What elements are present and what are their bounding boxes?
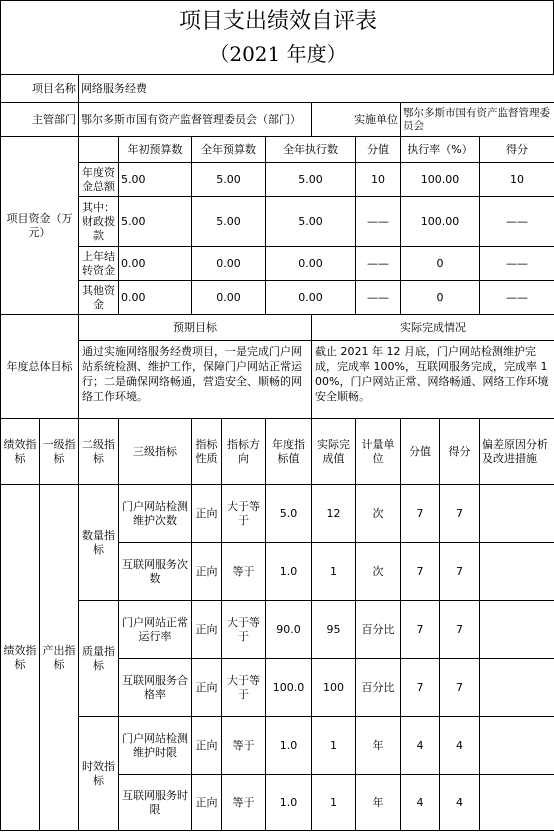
indicator-group: 质量指标 [79, 601, 119, 717]
indicator-target: 1.0 [266, 775, 312, 831]
indicator-header: 分值 [401, 419, 440, 485]
indicator-nature: 正向 [192, 543, 222, 601]
funds-cell: 0 [401, 281, 480, 315]
indicator-name: 门户网站检测维护时限 [119, 717, 192, 775]
funds-cell: 10 [480, 163, 554, 197]
funds-label: 项目资金（万元） [1, 137, 79, 315]
title-block [0, 0, 554, 74]
indicator-header: 一级指标 [40, 419, 79, 485]
indicator-target: 100.0 [266, 659, 312, 717]
funds-cell: 100.00 [401, 197, 480, 247]
indicator-unit: 次 [356, 543, 401, 601]
funds-cell: 0.00 [119, 281, 192, 315]
funds-cell: 0.00 [266, 281, 356, 315]
indicator-target: 1.0 [266, 717, 312, 775]
indicator-direction: 大于等于 [222, 485, 266, 543]
indicator-deviation [480, 601, 554, 659]
indicator-got: 7 [440, 543, 480, 601]
project-row [1, 75, 554, 103]
funds-cell: —— [480, 247, 554, 281]
indicator-score: 7 [401, 485, 440, 543]
goal-label: 年度总体目标 [1, 315, 79, 419]
indicator-nature: 正向 [192, 659, 222, 717]
indicator-got: 4 [440, 717, 480, 775]
indicator-direction: 等于 [222, 775, 266, 831]
indicator-score: 4 [401, 775, 440, 831]
funds-header-row [1, 137, 554, 163]
funds-row-name: 其中：财政拨款 [79, 197, 119, 247]
funds-header: 分值 [356, 137, 401, 163]
indicator-target: 5.0 [266, 485, 312, 543]
indicator-header-row [1, 419, 554, 485]
indicator-header: 计量单位 [356, 419, 401, 485]
goal-expected-header: 预期目标 [79, 315, 312, 341]
goal-header-row [1, 315, 554, 341]
indicator-deviation [480, 717, 554, 775]
indicator-actual: 95 [312, 601, 356, 659]
indicator-level0: 绩效指标 [1, 485, 40, 831]
funds-cell: —— [356, 247, 401, 281]
indicator-actual: 12 [312, 485, 356, 543]
indicator-score: 7 [401, 543, 440, 601]
funds-cell: —— [356, 197, 401, 247]
goal-actual-text: 截止 2021 年 12 月底，门户网站检测维护完成，完成率 100%，互联网服务完成，完成率 100%，门户网站正常、网络畅通、网络工作环境安全顺畅。 [312, 341, 554, 419]
funds-row [1, 247, 554, 281]
indicator-got: 4 [440, 775, 480, 831]
evaluation-table [0, 74, 554, 831]
indicator-unit: 百分比 [356, 601, 401, 659]
funds-cell: —— [356, 281, 401, 315]
dept-label: 主管部门 [1, 103, 79, 137]
page-subtitle: （2021 年度） [209, 42, 347, 66]
dept-name: 鄂尔多斯市国有资产监督管理委员会（部门） [79, 103, 312, 137]
indicator-unit: 百分比 [356, 659, 401, 717]
indicator-got: 7 [440, 659, 480, 717]
indicator-score: 4 [401, 717, 440, 775]
funds-header: 年初预算数 [119, 137, 192, 163]
funds-row [1, 197, 554, 247]
funds-cell: 10 [356, 163, 401, 197]
funds-row-name: 年度资金总额 [79, 163, 119, 197]
funds-row [1, 163, 554, 197]
funds-header: 全年执行数 [266, 137, 356, 163]
indicator-header: 实际完成值 [312, 419, 356, 485]
indicator-header: 绩效指标 [1, 419, 40, 485]
indicator-header: 三级指标 [119, 419, 192, 485]
funds-cell: 5.00 [266, 163, 356, 197]
funds-cell: 5.00 [119, 163, 192, 197]
indicator-deviation [480, 659, 554, 717]
funds-cell: 0.00 [119, 247, 192, 281]
indicator-score: 7 [401, 659, 440, 717]
indicator-nature: 正向 [192, 485, 222, 543]
page-title: 项目支出绩效自评表 [178, 9, 377, 34]
indicator-name: 互联网服务合格率 [119, 659, 192, 717]
indicator-deviation [480, 485, 554, 543]
goal-actual-header: 实际完成情况 [312, 315, 554, 341]
indicator-row [1, 717, 554, 775]
funds-row [1, 281, 554, 315]
funds-cell: 0.00 [192, 247, 266, 281]
funds-cell: 0.00 [266, 247, 356, 281]
indicator-header: 年度指标值 [266, 419, 312, 485]
funds-cell: —— [480, 281, 554, 315]
funds-cell: 5.00 [119, 197, 192, 247]
funds-cell: 0.00 [192, 281, 266, 315]
indicator-name: 门户网站正常运行率 [119, 601, 192, 659]
indicator-group: 时效指标 [79, 717, 119, 831]
indicator-target: 90.0 [266, 601, 312, 659]
indicator-row [1, 485, 554, 543]
indicator-header: 二级指标 [79, 419, 119, 485]
project-label: 项目名称 [1, 75, 79, 103]
indicator-header: 得分 [440, 419, 480, 485]
department-row [1, 103, 554, 137]
indicator-actual: 1 [312, 775, 356, 831]
indicator-score: 7 [401, 601, 440, 659]
goal-content-row [1, 341, 554, 419]
indicator-name: 门户网站检测维护次数 [119, 485, 192, 543]
indicator-got: 7 [440, 485, 480, 543]
funds-cell: 5.00 [266, 197, 356, 247]
indicator-header: 指标方向 [222, 419, 266, 485]
indicator-header: 指标性质 [192, 419, 222, 485]
project-name: 网络服务经费 [79, 75, 554, 103]
funds-cell: 5.00 [192, 197, 266, 247]
funds-cell: 100.00 [401, 163, 480, 197]
indicator-unit: 年 [356, 717, 401, 775]
funds-header: 得分 [480, 137, 554, 163]
funds-header: 执行率（%） [401, 137, 480, 163]
indicator-nature: 正向 [192, 775, 222, 831]
funds-header: 全年预算数 [192, 137, 266, 163]
funds-cell: —— [480, 197, 554, 247]
indicator-nature: 正向 [192, 601, 222, 659]
indicator-actual: 1 [312, 717, 356, 775]
indicator-group: 数量指标 [79, 485, 119, 601]
indicator-unit: 年 [356, 775, 401, 831]
indicator-actual: 1 [312, 543, 356, 601]
funds-row-name: 其他资金 [79, 281, 119, 315]
goal-expected-text: 通过实施网络服务经费项目，一是完成门户网站系统检测、维护工作，保障门户网站正常运行；二是确保网络畅通，营造安全、顺畅的网络工作环境。 [79, 341, 312, 419]
impl-label: 实施单位 [312, 103, 401, 137]
funds-row-name: 上年结转资金 [79, 247, 119, 281]
indicator-actual: 100 [312, 659, 356, 717]
indicator-got: 7 [440, 601, 480, 659]
indicator-level1: 产出指标 [40, 485, 79, 831]
indicator-nature: 正向 [192, 717, 222, 775]
indicator-direction: 等于 [222, 717, 266, 775]
indicator-direction: 大于等于 [222, 601, 266, 659]
indicator-unit: 次 [356, 485, 401, 543]
indicator-name: 互联网服务次数 [119, 543, 192, 601]
indicator-direction: 等于 [222, 543, 266, 601]
indicator-target: 1.0 [266, 543, 312, 601]
indicator-row [1, 601, 554, 659]
indicator-header: 偏差原因分析及改进措施 [480, 419, 554, 485]
indicator-deviation [480, 775, 554, 831]
indicator-direction: 大于等于 [222, 659, 266, 717]
funds-cell: 0 [401, 247, 480, 281]
impl-name: 鄂尔多斯市国有资产监督管理委员会 [401, 103, 554, 137]
funds-cell: 5.00 [192, 163, 266, 197]
indicator-name: 互联网服务时限 [119, 775, 192, 831]
indicator-deviation [480, 543, 554, 601]
funds-header-blank [79, 137, 119, 163]
